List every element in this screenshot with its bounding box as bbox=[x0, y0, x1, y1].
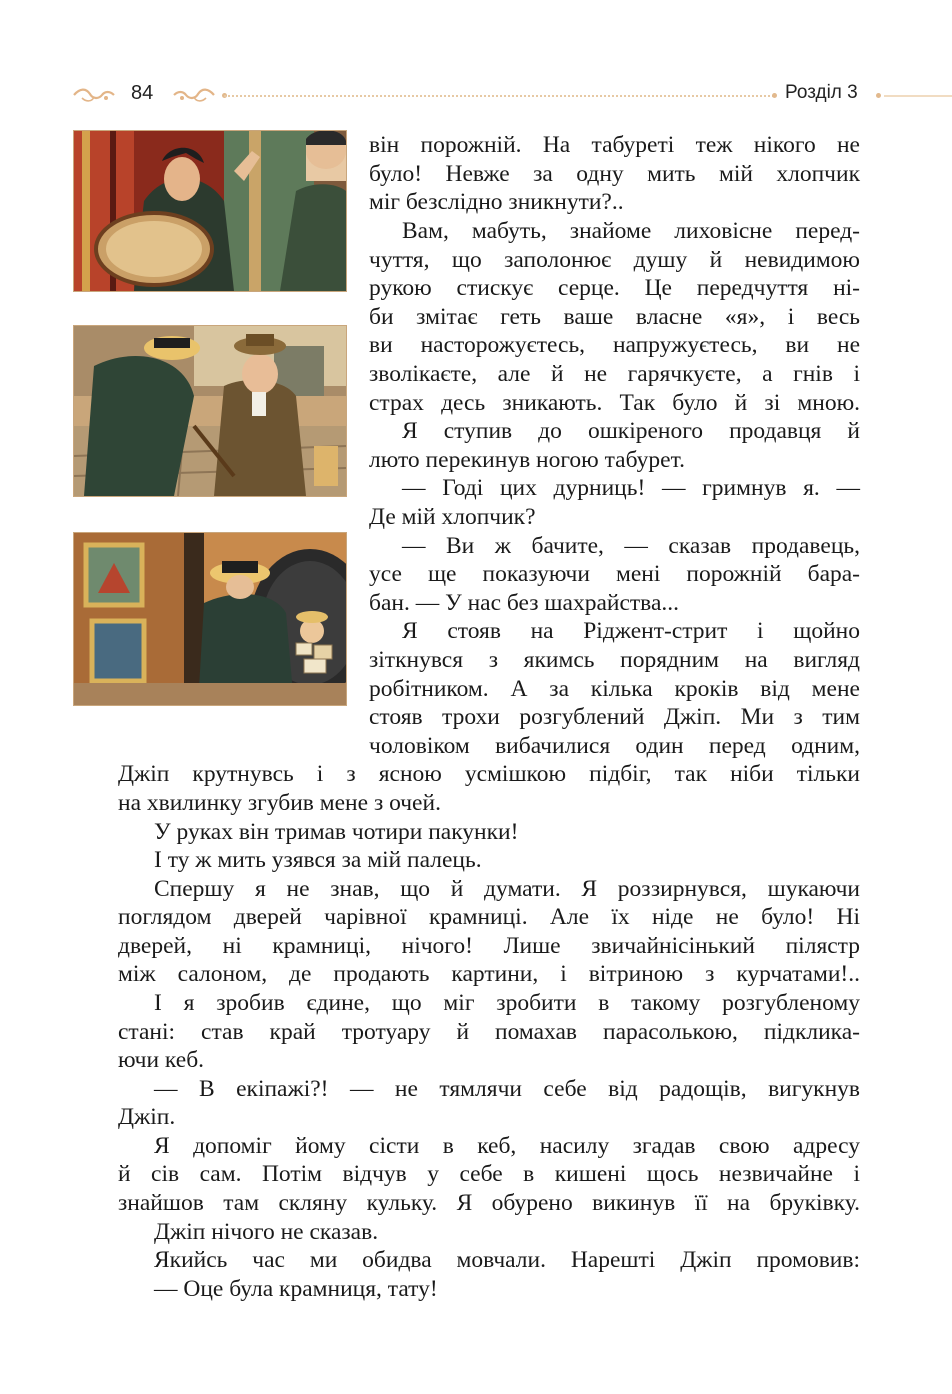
text-line: ючи кеб. bbox=[118, 1047, 205, 1073]
text-line: й сів сам. Потім відчув у себе в кишені щось незвичайне і bbox=[118, 1161, 860, 1187]
text-line: стані: став край тротуару й помахав парасолькою, підклика- bbox=[118, 1019, 860, 1045]
text-line: Вам, мабуть, знайоме лиховісне перед- bbox=[402, 218, 860, 244]
text-line: страх десь зникають. Так було й зі мною. bbox=[369, 390, 860, 416]
rule-dot bbox=[772, 93, 777, 98]
text-line: Джіп. bbox=[118, 1104, 176, 1130]
text-line: Спершу я не знав, що й думати. Я роззирнувся, шукаючи bbox=[154, 876, 860, 902]
text-line: Я допоміг йому сісти в кеб, насилу згадав свою адресу bbox=[154, 1133, 860, 1159]
text-line: І ту ж мить узявся за мій палець. bbox=[154, 847, 482, 873]
text-line: — Ви ж бачите, — сказав продавець, bbox=[402, 533, 860, 559]
text-line: стояв трохи розгублений Джіп. Ми з тим bbox=[369, 704, 860, 730]
text-line: знайшов там скляну кульку. Я обурено викинув її на бруківку. bbox=[118, 1190, 860, 1216]
text-line: І я зробив єдине, що міг зробити в такому розгубленому bbox=[154, 990, 860, 1016]
text-line: бан. — У нас без шахрайства... bbox=[369, 590, 680, 616]
page-number: 84 bbox=[131, 82, 154, 104]
text-line: Джіп нічого не сказав. bbox=[154, 1219, 379, 1245]
text-line: Де мій хлопчик? bbox=[369, 504, 536, 530]
text-line: — Оце була крамниця, тату! bbox=[154, 1276, 438, 1302]
text-line: чоловіком вибачилися один перед одним, bbox=[369, 733, 860, 759]
text-line: люто перекинув ногою табурет. bbox=[369, 447, 685, 473]
ornament-right-icon bbox=[172, 86, 216, 104]
text-line: зіткнувся з якимсь порядним на вигляд bbox=[369, 647, 860, 673]
text-line: У руках він тримав чотири пакунки! bbox=[154, 819, 519, 845]
chapter-title: Розділ 3 bbox=[785, 82, 858, 103]
text-line: чуття, що заполонює душу й невидимою bbox=[369, 247, 860, 273]
text-line: було! Невже за одну мить мій хлопчик bbox=[369, 161, 860, 187]
text-line: ви насторожуєтесь, напружуєтесь, ви не bbox=[369, 332, 860, 358]
text-line: — В екіпажі?! — не тямлячи себе від радощів, вигукнув bbox=[154, 1076, 860, 1102]
text-line: усе ще показуючи мені порожній бара- bbox=[369, 561, 860, 587]
illustration-man-pushed-on-street bbox=[73, 325, 347, 497]
text-line: Якийсь час ми обидва мовчали. Нарешті Джіп промовив: bbox=[154, 1247, 860, 1273]
page-header bbox=[72, 80, 952, 110]
text-line: Джіп крутнувсь і з ясною усмішкою підбіг, так ніби тільки bbox=[118, 761, 860, 787]
text-line: він порожній. На табуреті теж нікого не bbox=[369, 132, 860, 158]
text-line: — Годі цих дурниць! — гримнув я. — bbox=[402, 475, 860, 501]
text-line: міг безслідно зникнути?.. bbox=[369, 189, 624, 215]
text-line: зволікаєте, але й не гарячкуєте, а гнів і bbox=[369, 361, 860, 387]
text-line: дверей, ні крамниці, нічого! Лише звичайнісінький пілястр bbox=[118, 933, 860, 959]
text-line: поглядом дверей чарівної крамниці. Але їх ніде не було! Ні bbox=[118, 904, 860, 930]
text-line: Я стояв на Ріджент-стрит і щойно bbox=[402, 618, 860, 644]
text-line: Я ступив до ошкіреного продавця й bbox=[402, 418, 860, 444]
rule-dot bbox=[876, 93, 881, 98]
illustration-boy-with-parcels bbox=[73, 532, 347, 706]
text-line: робітником. А за кілька кроків від мене bbox=[369, 676, 860, 702]
header-rule bbox=[224, 95, 774, 97]
header-rule-right bbox=[884, 95, 952, 97]
illustration-magician-with-drum bbox=[73, 130, 347, 292]
text-line: між салоном, де продають картини, і вітриною з курчатами!.. bbox=[118, 961, 860, 987]
text-line: рукою стискує серце. Це передчуття ні- bbox=[369, 275, 860, 301]
ornament-left-icon bbox=[72, 86, 116, 104]
text-line: на хвилинку згубив мене з очей. bbox=[118, 790, 441, 816]
text-line: би змітає геть ваше власне «я», і весь bbox=[369, 304, 860, 330]
